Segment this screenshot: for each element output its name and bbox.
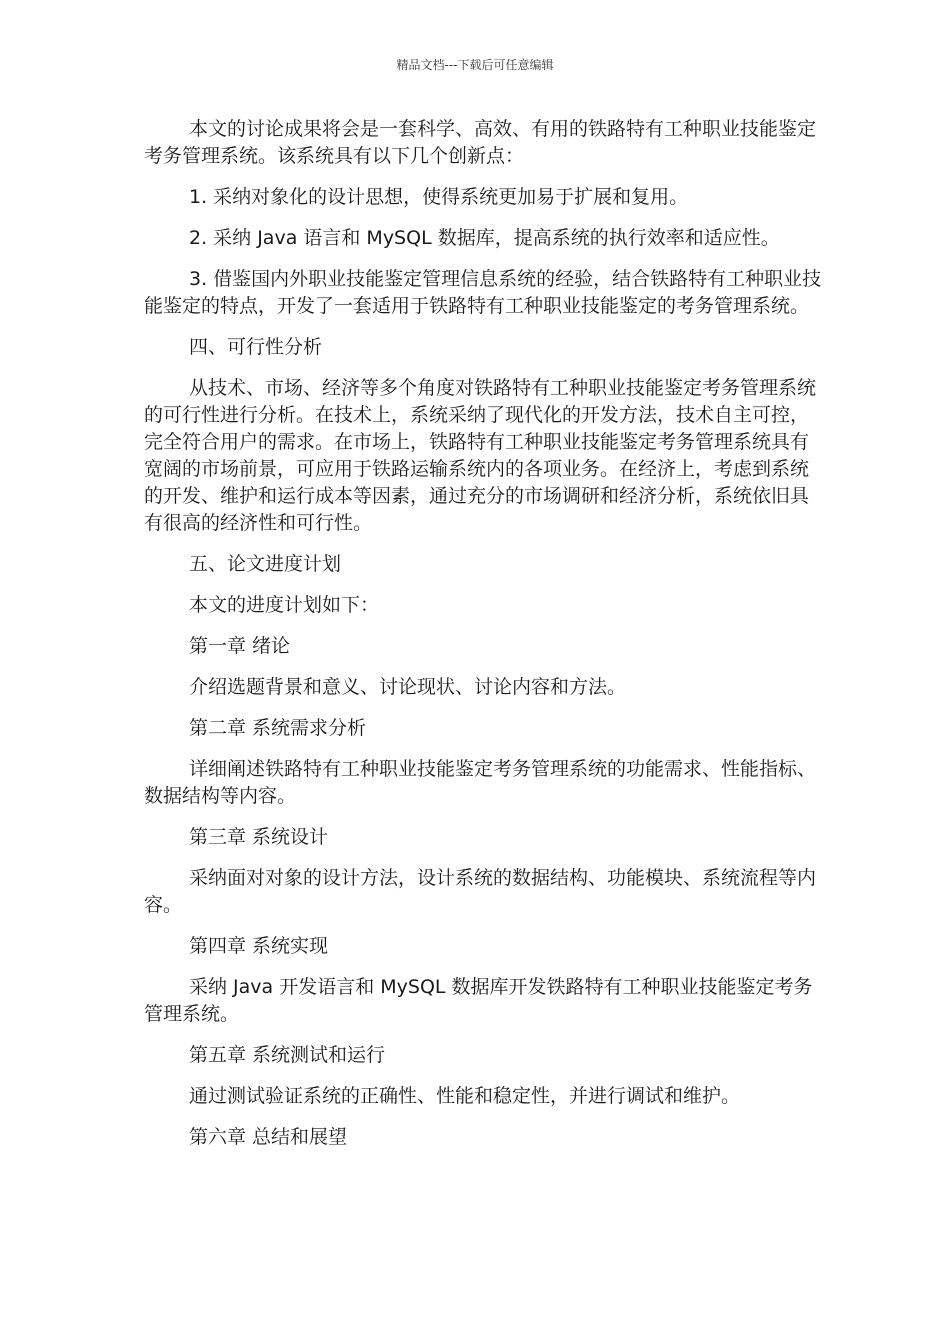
- section-heading-feasibility: 四、可行性分析: [189, 336, 323, 358]
- paragraph-feasibility: 从技术、市场、经济等多个角度对铁路特有工种职业技能鉴定考务管理系统的可行性进行分析。在技术上，系统采纳了现代化的开发方法，技术自主可控，完全符合用户的需求。在市场上，铁路特有工种职业技能鉴定考务管理系统具有宽阔的市场前景，可应用于铁路运输系统内的各项业务。在经济上，考虑到系统的开发、维护和运行成本等因素，通过充分的市场调研和经济分析，系统依旧具有很高的经济性和可行性。: [144, 377, 817, 534]
- chapter-5-title: 第五章 系统测试和运行: [189, 1044, 386, 1066]
- chapter-1-title: 第一章 绪论: [189, 635, 291, 657]
- paragraph-intro: 本文的讨论成果将会是一套科学、高效、有用的铁路特有工种职业技能鉴定考务管理系统。该系统具有以下几个创新点：: [144, 118, 817, 167]
- chapter-4-title: 第四章 系统实现: [189, 935, 329, 957]
- innovation-item-1: 1. 采纳对象化的设计思想，使得系统更加易于扩展和复用。: [189, 186, 689, 208]
- paragraph-schedule-intro: 本文的进度计划如下：: [189, 594, 380, 616]
- innovation-item-3: 3. 借鉴国内外职业技能鉴定管理信息系统的经验，结合铁路特有工种职业技能鉴定的特点，开发了一套适用于铁路特有工种职业技能鉴定的考务管理系统。: [144, 268, 822, 317]
- chapter-3-desc: 采纳面对对象的设计方法，设计系统的数据结构、功能模块、系统流程等内容。: [144, 867, 817, 916]
- section-heading-schedule: 五、论文进度计划: [189, 553, 342, 575]
- chapter-4-desc: 采纳 Java 开发语言和 MySQL 数据库开发铁路特有工种职业技能鉴定考务管理系统。: [144, 976, 813, 1025]
- chapter-2-desc: 详细阐述铁路特有工种职业技能鉴定考务管理系统的功能需求、性能指标、数据结构等内容。: [144, 758, 817, 807]
- chapter-2-title: 第二章 系统需求分析: [189, 717, 367, 739]
- chapter-5-desc: 通过测试验证系统的正确性、性能和稳定性，并进行调试和维护。: [189, 1085, 741, 1107]
- chapter-1-desc: 介绍选题背景和意义、讨论现状、讨论内容和方法。: [189, 676, 627, 698]
- chapter-6-title: 第六章 总结和展望: [189, 1126, 348, 1148]
- document-body: [144, 116, 824, 1165]
- page-header: 精品文档---下载后可任意编辑: [396, 58, 554, 72]
- innovation-item-2: 2. 采纳 Java 语言和 MySQL 数据库，提高系统的执行效率和适应性。: [189, 227, 780, 249]
- chapter-3-title: 第三章 系统设计: [189, 826, 329, 848]
